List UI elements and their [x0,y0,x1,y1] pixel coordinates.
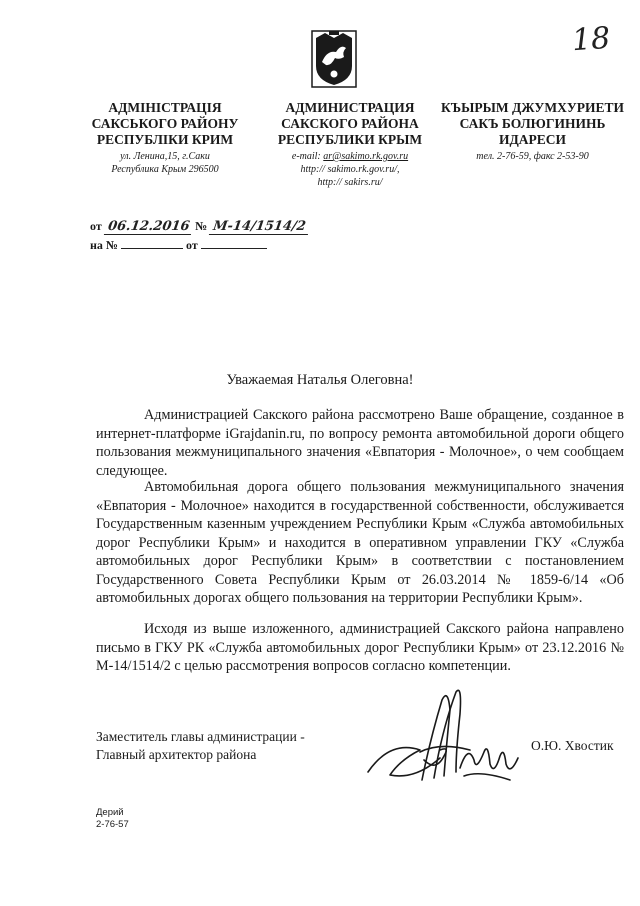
header-ru-title-1: АДМИНИСТРАЦИЯ [285,100,415,115]
reg-number-handwritten: М-14/1514/2 [209,219,310,235]
reg-blank-date [201,236,267,249]
header-ua-title-1: АДМІНІСТРАЦІЯ [108,100,222,115]
header-ru-site-2[interactable]: http:// sakirs.ru/ [317,177,383,188]
executor-phone: 2-76-57 [96,819,129,830]
paragraph-1 [96,406,624,480]
signatory-name: О.Ю. Хвостик [531,738,614,753]
email-prefix: e-mail: [291,151,324,162]
reg-from-label: от [90,219,102,233]
signatory-position [96,728,305,764]
paragraph-2-text: Автомобильная дорога общего пользования межмуниципального значения «Евпатория - Молочное» находится в государственной собственности, обслуживается Государственным казенным учреждением Республики Крым «Служба автомобильных дорог Республики Крым» и находится в оперативном управлении ГКУ «Служба автомобильных дорог Республики Крым» в соответствии с постановлением Государственного Совета Республики Крым от 26.03.2014 № 1859-6/14 «Об автомобильных дорогах общего пользования на территории Республики Крым». [96,479,624,606]
header-ru-site-1[interactable]: http:// sakimo.rk.gov.ru/, [300,164,400,175]
reg-on-number-label: на № [90,238,118,252]
signatory-position-line-1: Заместитель главы администрации - [96,729,305,744]
greeting: Уважаемая Наталья Олеговна! [226,372,414,388]
paragraph-2 [96,478,624,608]
header-crimean-tatar [420,100,640,163]
header-tat-title-2: САКЪ БОЛЮГИНИНЬ [459,116,606,131]
header-tat-title-1: КЪЫРЫМ ДЖУМХУРИЕТИ [440,100,624,115]
reg-blank-number [121,236,183,249]
paragraph-3 [96,620,624,676]
handwritten-page-number: 18 [570,20,612,59]
header-ukrainian [60,100,270,176]
header-tat-phones: тел. 2-76-59, факс 2-53-90 [476,151,589,162]
coat-of-arms-emblem-icon [311,30,357,88]
executor-info [96,807,129,831]
header-ua-address-1: ул. Ленина,15, г.Саки [120,151,210,162]
header-ua-title-2: САКСЬКОГО РАЙОНУ [91,116,239,131]
executor-name: Дерий [96,807,124,818]
header-ru-title-3: РЕСПУБЛИКИ КРЫМ [277,132,423,147]
header-tat-title-3: ИДАРЕСИ [498,132,567,147]
email-link[interactable]: ar@sakimo.rk.gov.ru [323,151,409,162]
header-ua-address-2: Республика Крым 296500 [111,164,219,175]
paragraph-3-text: Исходя из выше изложенного, администрацией Сакского района направлено письмо в ГКУ РК «Служба автомобильных дорог Республики Крым» от 23.12.2016 № М-14/1514/2 с целью рассмотрения вопросов согласно компетенции. [96,621,624,674]
header-ru-title-2: САКСКОГО РАЙОНА [281,116,419,131]
registration-line-outgoing [90,219,309,235]
header-ua-title-3: РЕСПУБЛІКИ КРИМ [96,132,234,147]
reg-from-label-2: от [185,238,198,252]
paragraph-1-text: Администрацией Сакского района рассмотрено Ваше обращение, созданное в интернет-платформе iGrajdanin.ru, по вопросу ремонта автомобильной дороги общего пользования межмуниципального значения «Евпатория - Молочное», о чем сообщаем следующее. [96,407,624,479]
header-russian [255,100,445,189]
handwritten-signature [360,680,530,800]
reg-date-handwritten: 06.12.2016 [104,219,194,235]
registration-line-incoming [90,236,267,253]
header-ru-email-line [255,150,445,163]
reg-number-label: № [195,219,208,233]
signatory-position-line-2: Главный архитектор района [96,747,257,762]
